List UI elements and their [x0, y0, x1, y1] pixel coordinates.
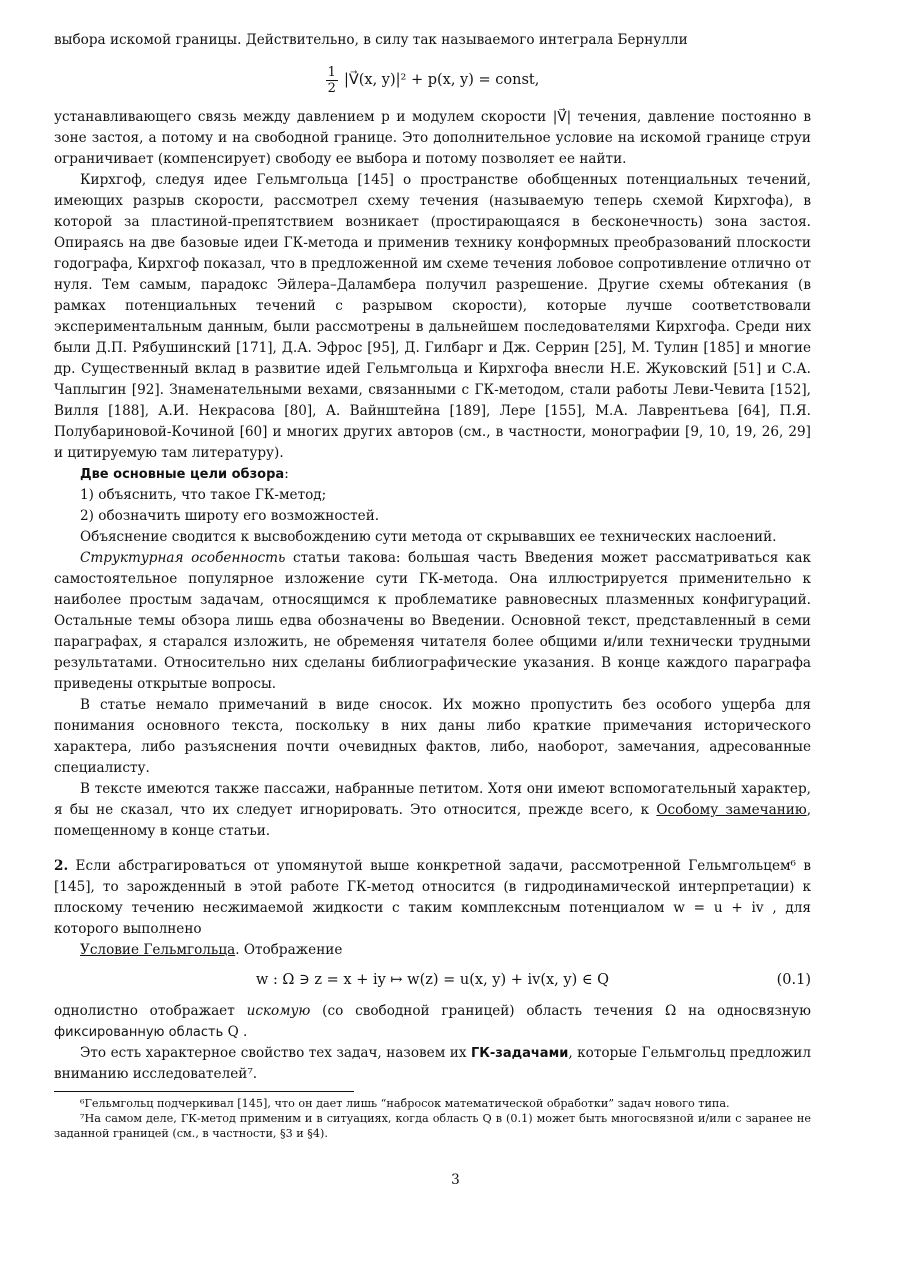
structure-italic: Структурная особенность — [80, 550, 286, 566]
paragraph-pressure: устанавливающего связь между давлением p и модулем скорости |V⃗| течения, давление постоянно в зоне застоя, а потому и на свободной границе. Это дополнительное условие на искомой границе струи ограничивает (компенсирует) свободу ее выбора и потому позволяет ее найти. — [54, 109, 811, 167]
text-line-top: выбора искомой границы. Действительно, в силу так называемого интеграла Бернулли — [54, 32, 688, 48]
equation-number: (0.1) — [776, 972, 811, 988]
goal-item-2: 2) обозначить широту его возможностей. — [80, 508, 380, 524]
mapping-sans: фиксированную область — [54, 1025, 224, 1040]
section-2-text: Если абстрагироваться от упомянутой выше конкретной задачи, рассмотренной Гельмгольцем⁶ в [145], то зарожденный в этой работе ГК-метод относится (в гидродинамической интерпретации) к плоскому течению несжимаемой жидкости с таким комплексным потенциалом w = u + iv , для которого выполнено — [54, 858, 811, 937]
paragraph-gk-problems — [54, 1043, 811, 1085]
paragraph-footnotes-info: В статье немало примечаний в виде сносок. Их можно пропустить без особого ущерба для понимания основного текста, поскольку в них даны либо краткие примечания исторического характера, либо разъяснения почти очевидных фактов, либо, наоборот, замечания, адресованные специалисту. — [54, 697, 811, 776]
equation-bernoulli — [54, 59, 811, 101]
equation-bernoulli-rest: |V⃗(x, y)|² + p(x, y) = const, — [343, 72, 540, 88]
paragraph-explanation: Объяснение сводится к высвобождению сути метода от скрывавших ее технических наслоений. — [80, 529, 777, 545]
fraction-one-half — [326, 65, 338, 96]
goals-heading: Две основные цели обзора — [80, 467, 285, 482]
footnote-divider — [54, 1091, 354, 1092]
structure-rest: статьи такова: большая часть Введения может рассматриваться как самостоятельное популярное изложение сути ГК-метода. Она иллюстрируется применительно к наиболее простым задачам, относящимся к проблематике равновесных плазменных конфигураций. Остальные темы обзора лишь едва обозначены во Введении. Основной текст, представленный в семи параграфах, я старался изложить, не обременяя читателя более общими и/или технически трудными результатами. Относительно них сделаны библиографические указания. В конце каждого параграфа приведены открытые вопросы. — [54, 550, 811, 692]
gk-text-b: , которые Гельмгольц предложил вниманию исследователей⁷. — [54, 1045, 811, 1082]
paragraph-section-2 — [54, 856, 811, 940]
footnote-7: ⁷На самом деле, ГК-метод применим и в ситуациях, когда область Q в (0.1) может быть многосвязной и/или с заранее не заданной границей (см., в частности, §3 и §4). — [54, 1112, 811, 1140]
goal-item-1: 1) объяснить, что такое ГК-метод; — [80, 487, 327, 503]
gk-text-a: Это есть характерное свойство тех задач, назовем их — [80, 1045, 471, 1061]
mapping-text-a: однолистно отображает — [54, 1003, 247, 1019]
section-number: 2. — [54, 858, 69, 874]
page-number: 3 — [451, 1172, 460, 1188]
mapping-text-c: Q . — [223, 1024, 248, 1040]
paragraph-mapping — [54, 1001, 811, 1043]
paragraph-petit — [54, 779, 811, 842]
gk-problems-bold: ГК-задачами — [470, 1046, 569, 1061]
special-remark-link[interactable]: Особому замечанию — [656, 802, 807, 818]
goals-colon: : — [284, 466, 289, 482]
mapping-text-b: (со свободной границей) область течения Ω на односвязную — [310, 1003, 811, 1019]
footnote-6: ⁶Гельмгольц подчеркивал [145], что он дает лишь “набросок математической обработки” задач нового типа. — [80, 1097, 730, 1110]
mapping-italic: искомую — [246, 1003, 311, 1019]
helmholtz-condition-label: Условие Гельмгольца — [80, 942, 236, 958]
paragraph-structure — [54, 548, 811, 695]
fraction-numerator: 1 — [327, 64, 336, 80]
equation-mapping-body: w : Ω ∋ z = x + iy ↦ w(z) = u(x, y) + iv(x, y) ∈ Q — [255, 972, 610, 988]
fraction-denominator: 2 — [327, 80, 336, 96]
helmholtz-condition-rest: . Отображение — [235, 942, 343, 958]
page-body — [54, 30, 811, 1141]
helmholtz-condition-line — [54, 940, 811, 961]
equation-mapping — [54, 967, 811, 997]
petit-text-b: , помещенному в конце статьи. — [54, 802, 812, 839]
petit-text-a: В тексте имеются также пассажи, набранные петитом. Хотя они имеют вспомогательный характер, я бы не сказал, что их следует игнорировать. Это относится, прежде всего, к — [54, 781, 811, 818]
goals-heading-line — [54, 464, 811, 485]
paragraph-kirchhoff: Кирхгоф, следуя идее Гельмгольца [145] о пространстве обобщенных потенциальных течений, имеющих разрыв скорости, рассмотрел схему течения (называемую теперь схемой Кирхгофа), в которой за пластиной-препятствием возникает (простирающаяся в бесконечность) зона застоя. Опираясь на две базовые идеи ГК-метода и применив технику конформных преобразований плоскости годографа, Кирхгоф показал, что в предложенной им схеме течения лобовое сопротивление отлично от нуля. Тем самым, парадокс Эйлера–Даламбера получил разрешение. Другие схемы обтекания (в рамках потенциальных течений с разрывом скорости), которые лучше соответствовали экспериментальным данным, были рассмотрены в дальнейшем последователями Кирхгофа. Среди них были Д.П. Рябушинский [171], Д.А. Эфрос [95], Д. Гилбарг и Дж. Серрин [25], М. Тулин [185] и многие др. Существенный вклад в развитие идей Гельмгольца и Кирхгофа внесли Н.Е. Жуковский [51] и С.А. Чаплыгин [92]. Знаменательными вехами, связанными с ГК-методом, стали работы Леви-Чевита [152], Вилля [188], А.И. Некрасова [80], А. Вайнштейна [189], Лере [155], М.А. Лаврентьева [64], П.Я. Полубариновой-Кочиной [60] и многих других авторов (см., в частности, монографии [9, 10, 19, 26, 29] и цитируемую там литературу). — [54, 172, 811, 461]
